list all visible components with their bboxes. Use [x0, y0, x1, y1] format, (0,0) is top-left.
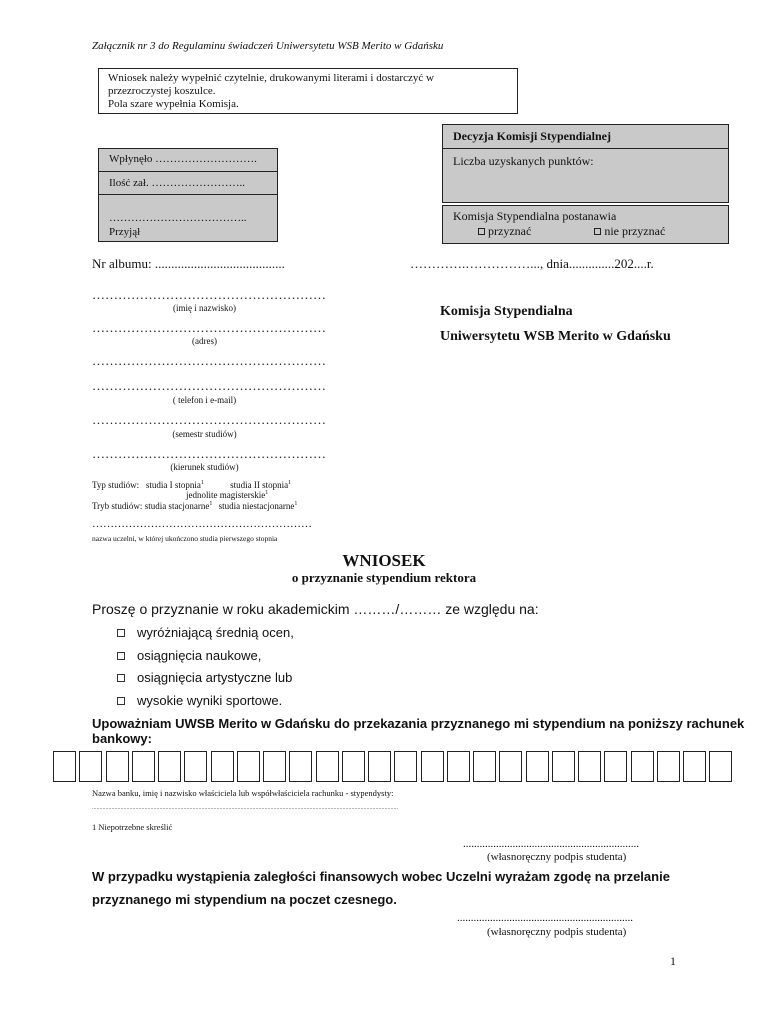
full-time-option[interactable]: studia stacjonarne$^1$	[144, 501, 213, 511]
account-digit-cell[interactable]	[289, 751, 312, 782]
bank-caption: Nazwa banku, imię i nazwisko właściciela lub współwłaściciela rachunku - stypendysty:	[92, 788, 394, 798]
semester-caption: (semestr studiów)	[172, 429, 237, 439]
recipient-line-2: Uniwersytetu WSB Merito w Gdańsku	[440, 329, 671, 344]
checkbox-icon[interactable]	[117, 674, 125, 682]
consent-line-1: W przypadku wystąpienia zaległości finansowych wobec Uczelni wyrażam zgodę na przelanie	[92, 869, 670, 884]
account-digit-cell[interactable]	[316, 751, 339, 782]
account-digit-cell[interactable]	[657, 751, 680, 782]
reason-scientific[interactable]: osiągnięcia naukowe,	[117, 648, 261, 663]
instruction-line: przezroczystej koszulce.	[108, 85, 216, 97]
account-digit-cell[interactable]	[552, 751, 575, 782]
account-digit-cell[interactable]	[604, 751, 627, 782]
album-number-field[interactable]: Nr albumu: ........................................	[92, 256, 285, 271]
semester-input-line[interactable]: ………………………………………………	[92, 412, 326, 427]
university-input-line[interactable]: ……………………………………………………	[92, 518, 312, 530]
page-number: 1	[670, 954, 676, 968]
checkbox-icon[interactable]	[478, 228, 485, 235]
instruction-line: Wniosek należy wypełnić czytelnie, drukowanymi literami i dostarczyć w	[108, 72, 434, 84]
decision-label: Komisja Stypendialna postanawia	[453, 209, 617, 223]
date-field[interactable]: ………….……………..., dnia..............202....r.	[410, 256, 654, 271]
name-caption: (imię i nazwisko)	[173, 303, 236, 313]
account-digit-cell[interactable]	[683, 751, 706, 782]
signature-caption-1: (własnoręczny podpis studenta)	[487, 851, 627, 863]
address-input-line[interactable]: ………………………………………………	[92, 320, 326, 335]
decision-title: Decyzja Komisji Stypendialnej	[442, 124, 729, 149]
document-header: Załącznik nr 3 do Regulaminu świadczeń Uniwersytetu WSB Merito w Gdańsku	[92, 40, 444, 52]
contact-input-line[interactable]: ………………………………………………	[92, 378, 326, 393]
account-digit-cell[interactable]	[526, 751, 549, 782]
accepted-field[interactable]	[98, 194, 278, 242]
university-caption: nazwa uczelni, w której ukończono studia pierwszego stopnia	[92, 534, 278, 543]
account-digit-cell[interactable]	[106, 751, 129, 782]
account-digit-cell[interactable]	[709, 751, 732, 782]
bank-owner-input-line[interactable]: ............................................................................................................................................................................................................	[92, 805, 398, 811]
not-grant-option[interactable]: nie przyznać	[594, 224, 665, 239]
authorization-line-2: bankowy:	[92, 731, 152, 746]
account-digit-cell[interactable]	[132, 751, 155, 782]
points-field[interactable]: Liczba uzyskanych punktów:	[442, 148, 729, 203]
account-digit-cell[interactable]	[53, 751, 76, 782]
account-digit-cell[interactable]	[499, 751, 522, 782]
account-digit-cell[interactable]	[578, 751, 601, 782]
address-caption: (adres)	[192, 336, 217, 346]
recipient-line-1: Komisja Stypendialna	[440, 304, 573, 319]
study-second-degree-option[interactable]: studia II stopnia$^1$	[230, 480, 292, 490]
account-digit-cell[interactable]	[79, 751, 102, 782]
accepted-label: Przyjął	[109, 226, 141, 238]
checkbox-icon[interactable]	[117, 697, 125, 705]
instructions-box	[98, 68, 518, 114]
grant-option[interactable]: przyznać	[478, 224, 531, 239]
contact-caption: ( telefon i e-mail)	[172, 395, 237, 405]
footnote: 1 Niepotrzebne skreślić	[92, 822, 173, 832]
part-time-option[interactable]: studia niestacjonarne$^1$	[218, 501, 298, 511]
reason-artistic[interactable]: osiągnięcia artystyczne lub	[117, 670, 292, 685]
signature-dots: ………………………………..	[109, 212, 247, 224]
checkbox-icon[interactable]	[594, 228, 601, 235]
major-caption: (kierunek studiów)	[170, 462, 239, 472]
account-digit-cell[interactable]	[184, 751, 207, 782]
account-digit-cell[interactable]	[447, 751, 470, 782]
attachments-field[interactable]: Ilość zał. ……………………..	[98, 171, 278, 195]
account-digit-cell[interactable]	[211, 751, 234, 782]
signature-line-2[interactable]: ................................................................	[457, 912, 633, 924]
form-title: WNIOSEK	[342, 551, 426, 570]
account-digit-cell[interactable]	[421, 751, 444, 782]
account-digit-cell[interactable]	[342, 751, 365, 782]
study-unified-option[interactable]: jednolite magisterskie$^1$	[186, 490, 269, 500]
study-mode-row: Tryb studiów: studia stacjonarne$^1$ studia niestacjonarne$^1$	[92, 501, 298, 511]
received-field[interactable]: Wpłynęło ……………………….	[98, 148, 278, 172]
instruction-line: Pola szare wypełnia Komisja.	[108, 98, 239, 110]
account-digit-cell[interactable]	[368, 751, 391, 782]
account-digit-cell[interactable]	[158, 751, 181, 782]
account-digit-cell[interactable]	[394, 751, 417, 782]
checkbox-icon[interactable]	[117, 629, 125, 637]
account-digit-cell[interactable]	[473, 751, 496, 782]
address-input-line-2[interactable]: ………………………………………………	[92, 353, 326, 368]
authorization-line-1: Upoważniam UWSB Merito w Gdańsku do przekazania przyznanego mi stypendium na poniższy rachunek	[92, 716, 745, 731]
decision-options	[442, 205, 729, 244]
study-first-degree-option[interactable]: studia I stopnia$^1$	[145, 480, 204, 490]
signature-caption-2: (własnoręczny podpis studenta)	[487, 926, 627, 938]
account-digit-cell[interactable]	[263, 751, 286, 782]
major-input-line[interactable]: ………………………………………………	[92, 446, 326, 461]
consent-line-2: przyznanego mi stypendium na poczet czesnego.	[92, 892, 397, 907]
form-subtitle: o przyznanie stypendium rektora	[291, 570, 477, 585]
account-digit-cell[interactable]	[237, 751, 260, 782]
account-digit-cell[interactable]	[631, 751, 654, 782]
signature-line-1[interactable]: ................................................................	[463, 838, 639, 850]
name-input-line[interactable]: ………………………………………………	[92, 287, 326, 302]
checkbox-icon[interactable]	[117, 652, 125, 660]
request-text: Proszę o przyznanie w roku akademickim ………/……… ze względu na:	[92, 601, 539, 617]
reason-sports[interactable]: wysokie wyniki sportowe.	[117, 693, 282, 708]
study-type-row: Typ studiów: studia I stopnia$^1$ studia II stopnia$^1$	[92, 480, 292, 490]
reason-average[interactable]: wyróżniającą średnią ocen,	[117, 625, 294, 640]
